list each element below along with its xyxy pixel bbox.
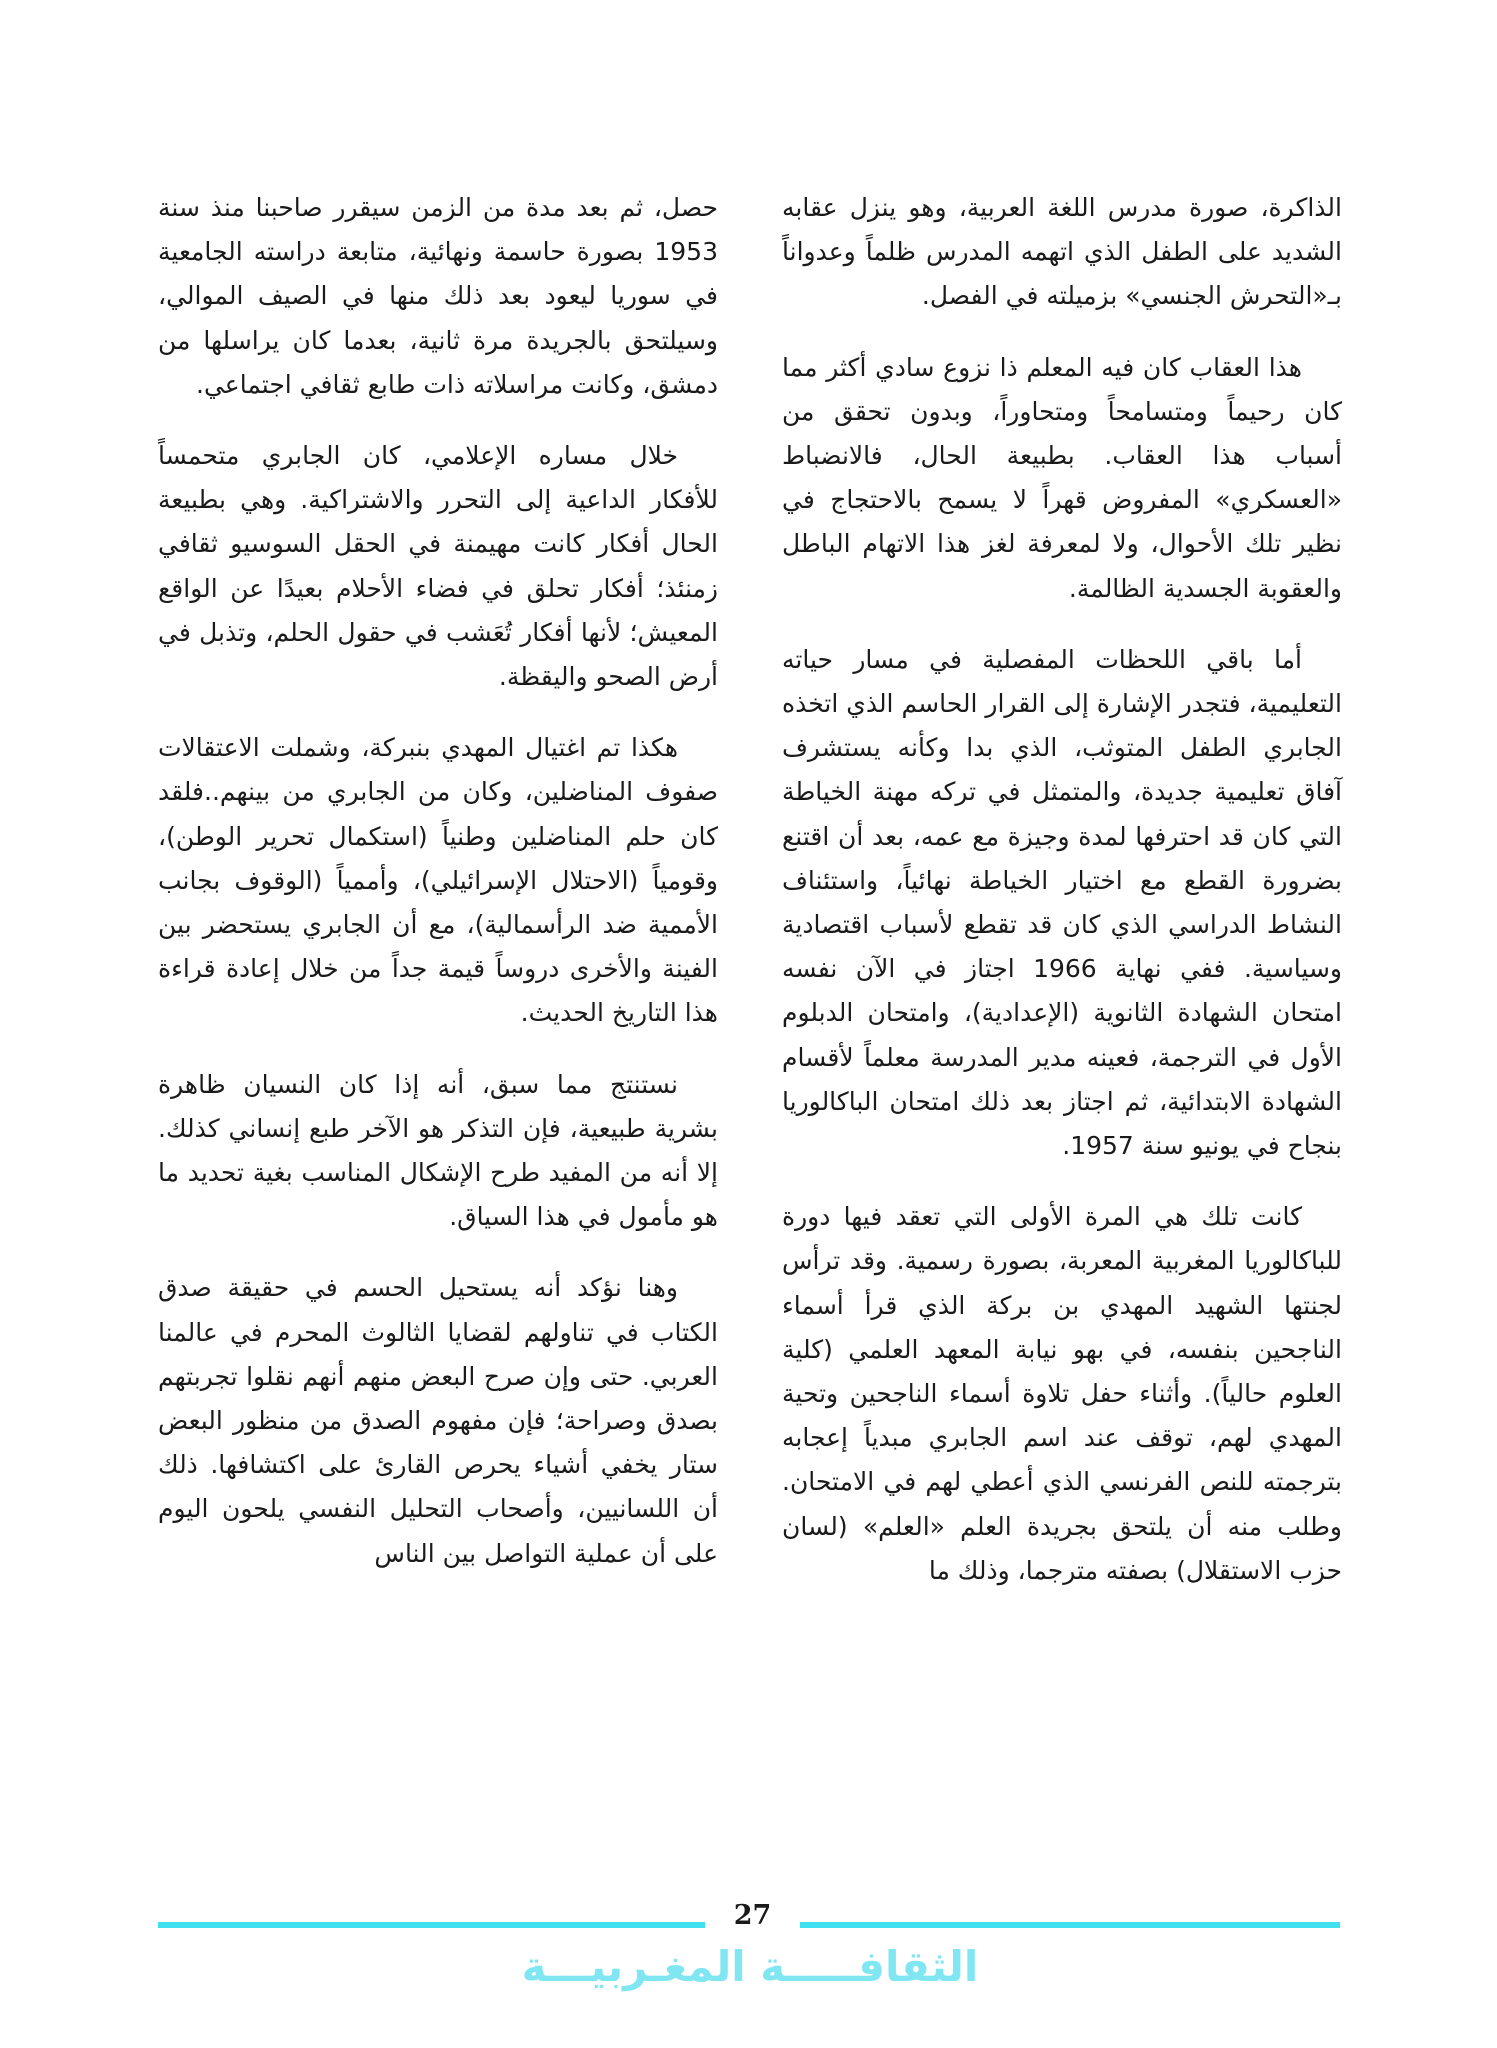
page-number: 27 bbox=[733, 1900, 772, 1931]
paragraph: كانت تلك هي المرة الأولى التي تعقد فيها دورة للباكالوريا المغربية المعربة، بصورة رسمية. وقد ترأس لجنتها الشهيد المهدي بن بركة الذي قرأ أسماء الناجحين بنفسه، في بهو نيابة المعهد العلمي (كلية العلوم حالياً). وأثناء حفل تلاوة أسماء الناجحين وتحية المهدي لهم، توقف عند اسم الجابري مبدياً إعجابه بترجمته للنص الفرنسي الذي أعطي لهم في الامتحان. وطلب منه أن يلتحق بجريدة العلم «العلم» (لسان حزب الاستقلال) بصفته مترجما، وذلك ما bbox=[782, 1202, 1342, 1585]
paragraph: خلال مساره الإعلامي، كان الجابري متحمساً للأفكار الداعية إلى التحرر والاشتراكية. وهي بطبيعة الحال أفكار كانت مهيمنة في الحقل السوسيو ثقافي زمنئذ؛ أفكار تحلق في فضاء الأحلام بعيدًا عن الواقع المعيش؛ لأنها أفكار تُعَشب في حقول الحلم، وتذبل في أرض الصحو واليقظة. bbox=[158, 441, 718, 692]
paragraph: هذا العقاب كان فيه المعلم ذا نزوع سادي أكثر مما كان رحيماً ومتسامحاً ومتحاوراً، وبدون تحقق من أسباب هذا العقاب. بطبيعة الحال، فالانضباط «العسكري» المفروض قهراً لا يسمح بالاحتجاج في نظير تلك الأحوال، ولا لمعرفة لغز هذا الاتهام الباطل والعقوبة الجسدية الظالمة. bbox=[782, 352, 1342, 603]
paragraph: نستنتج مما سبق، أنه إذا كان النسيان ظاهرة بشرية طبيعية، فإن التذكر هو الآخر طبع إنساني كذلك. إلا أنه من المفيد طرح الإشكال المناسب بغية تحديد ما هو مأمول في هذا السياق. bbox=[158, 1069, 718, 1232]
paragraph: حصل، ثم بعد مدة من الزمن سيقرر صاحبنا منذ سنة 1953 بصورة حاسمة ونهائية، متابعة دراسته الجامعية في سوريا ليعود بعد ذلك منها في الصيف الموالي، وسيلتحق بالجريدة مرة ثانية، بعدما كان يراسلها من دمشق، وكانت مراسلاته ذات طابع ثقافي اجتماعي. bbox=[158, 193, 718, 399]
paragraph: أما باقي اللحظات المفصلية في مسار حياته التعليمية، فتجدر الإشارة إلى القرار الحاسم الذي اتخذه الجابري الطفل المتوثب، الذي بدا وكأنه يستشرف آفاق تعليمية جديدة، والمتمثل في تركه مهنة الخياطة التي كان قد احترفها لمدة وجيزة مع عمه، بعد أن اقتنع بضرورة القطع مع اختيار الخياطة نهائياً، واستئناف النشاط الدراسي الذي كان قد تقطع لأسباب اقتصادية وسياسية. ففي نهاية 1966 اجتاز في الآن نفسه امتحان الشهادة الثانوية (الإعدادية)، وامتحان الدبلوم الأول في الترجمة، فعينه مدير المدرسة معلماً لأقسام الشهادة الابتدائية، ثم اجتاز بعد ذلك امتحان الباكالوريا بنجاح في يونيو سنة 1957. bbox=[782, 644, 1342, 1161]
paragraph: الذاكرة، صورة مدرس اللغة العربية، وهو ينزل عقابه الشديد على الطفل الذي اتهمه المدرس ظلماً وعدواناً بـ«التحرش الجنسي» بزميلته في الفصل. bbox=[782, 193, 1342, 311]
right-column bbox=[782, 186, 1342, 1620]
paragraph: هكذا تم اغتيال المهدي بنبركة، وشملت الاعتقالات صفوف المناضلين، وكان من الجابري من بينهم..فلقد كان حلم المناضلين وطنياً (استكمال تحرير الوطن)، وقومياً (الاحتلال الإسرائيلي)، وأممياً (الوقوف بجانب الأممية ضد الرأسمالية)، مع أن الجابري يستحضر بين الفينة والأخرى دروساً قيمة جداً من خلال إعادة قراءة هذا التاريخ الحديث. bbox=[158, 733, 718, 1028]
footer-rule-right bbox=[800, 1922, 1340, 1928]
magazine-masthead: الثقافـــــة المغـربيـــة bbox=[521, 1942, 979, 1991]
paragraph: وهنا نؤكد أنه يستحيل الحسم في حقيقة صدق الكتاب في تناولهم لقضايا الثالوث المحرم في عالمنا العربي. حتى وإن صرح البعض منهم أنهم نقلوا تجربتهم بصدق وصراحة؛ فإن مفهوم الصدق من منظور البعض ستار يخفي أشياء يحرص القارئ على اكتشافها. ذلك أن اللسانيين، وأصحاب التحليل النفسي يلحون اليوم على أن عملية التواصل بين الناس bbox=[158, 1273, 718, 1568]
left-column bbox=[158, 186, 718, 1603]
footer-rule-left bbox=[158, 1922, 705, 1928]
